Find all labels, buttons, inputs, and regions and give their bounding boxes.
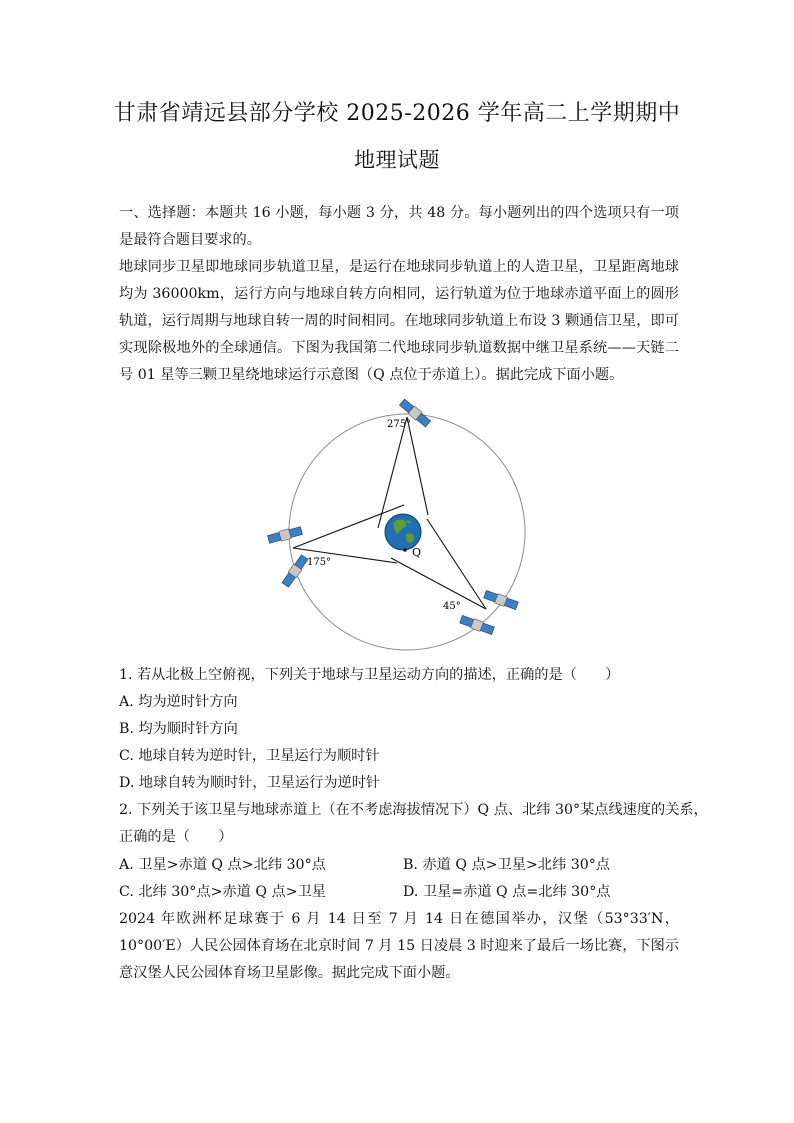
- q2-option-c: C. 北纬 30°点>赤道 Q 点>卫星: [119, 884, 326, 900]
- page-title-line1: 甘肃省靖远县部分学校 2025-2026 学年高二上学期期中: [113, 101, 681, 126]
- angle-label-left: 175°: [307, 557, 332, 568]
- q1-stem: 1. 若从北极上空俯视，下列关于地球与卫星运动方向的描述，正确的是（ ）: [119, 667, 620, 683]
- earth-globe: [385, 514, 421, 550]
- page-title-line2: 地理试题: [354, 148, 440, 172]
- q1-option-d: D. 地球自转为顺时针，卫星运行为逆时针: [119, 775, 381, 791]
- angle-label-right: 45°: [443, 601, 461, 612]
- section-intro: 一、选择题：本题共 16 小题，每小题 3 分，共 48 分。每小题列出的四个选项只有一项是最符合题目要求的。: [119, 205, 679, 248]
- q2-stem-line2: 正确的是（ ）: [119, 829, 233, 845]
- satellite-icon-left-lower: [281, 554, 309, 588]
- q1-option-b: B. 均为顺时针方向: [119, 721, 238, 737]
- angle-label-top: 275°: [387, 419, 412, 430]
- q-point-label: Q: [412, 546, 422, 559]
- q2-option-a: A. 卫星>赤道 Q 点>北纬 30°点: [119, 857, 326, 873]
- q1-option-c: C. 地球自转为逆时针，卫星运行为顺时针: [119, 748, 380, 764]
- q2-option-b: B. 赤道 Q 点>卫星>北纬 30°点: [403, 857, 611, 873]
- q2-option-d: D. 卫星=赤道 Q 点=北纬 30°点: [403, 884, 611, 900]
- satellite-icon-left-upper: [267, 526, 302, 544]
- q-point-marker: [403, 548, 407, 552]
- tangent-lines: [293, 417, 486, 609]
- q2-stem-line1: 2. 下列关于该卫星与地球赤道上（在不考虑海拔情况下）Q 点、北纬 30°某点线速度的关系，: [119, 802, 708, 818]
- satellite-orbit-diagram: [255, 395, 535, 655]
- material-paragraph-2: 2024 年欧洲杯足球赛于 6 月 14 日至 7 月 14 日在德国举办，汉堡（53°33′N，10°00′E）人民公园体育场在北京时间 7 月 15 日凌晨 3 时迎来了最后一场比赛，下图示意汉堡人民公园体育场卫星影像。据此完成下面小题。: [119, 911, 679, 981]
- satellite-icon-right-upper: [483, 589, 518, 610]
- q1-option-a: A. 均为逆时针方向: [119, 694, 238, 710]
- material-paragraph-1: 地球同步卫星即地球同步轨道卫星，是运行在地球同步轨道上的人造卫星，卫星距离地球均为 36000km，运行方向与地球自转方向相同，运行轨道为位于地球赤道平面上的圆形轨道，运行周期与地球自转一周的时间相同。在地球同步轨道上布设 3 颗通信卫星，即可实现除极地外的全球通信。下图为我国第二代地球同步轨道数据中继卫星系统——天链二号 01 星等三颗卫星绕地球运行示意图（Q 点位于赤道上）。据此完成下面小题。: [119, 259, 679, 383]
- satellite-icon-right-lower: [459, 614, 494, 635]
